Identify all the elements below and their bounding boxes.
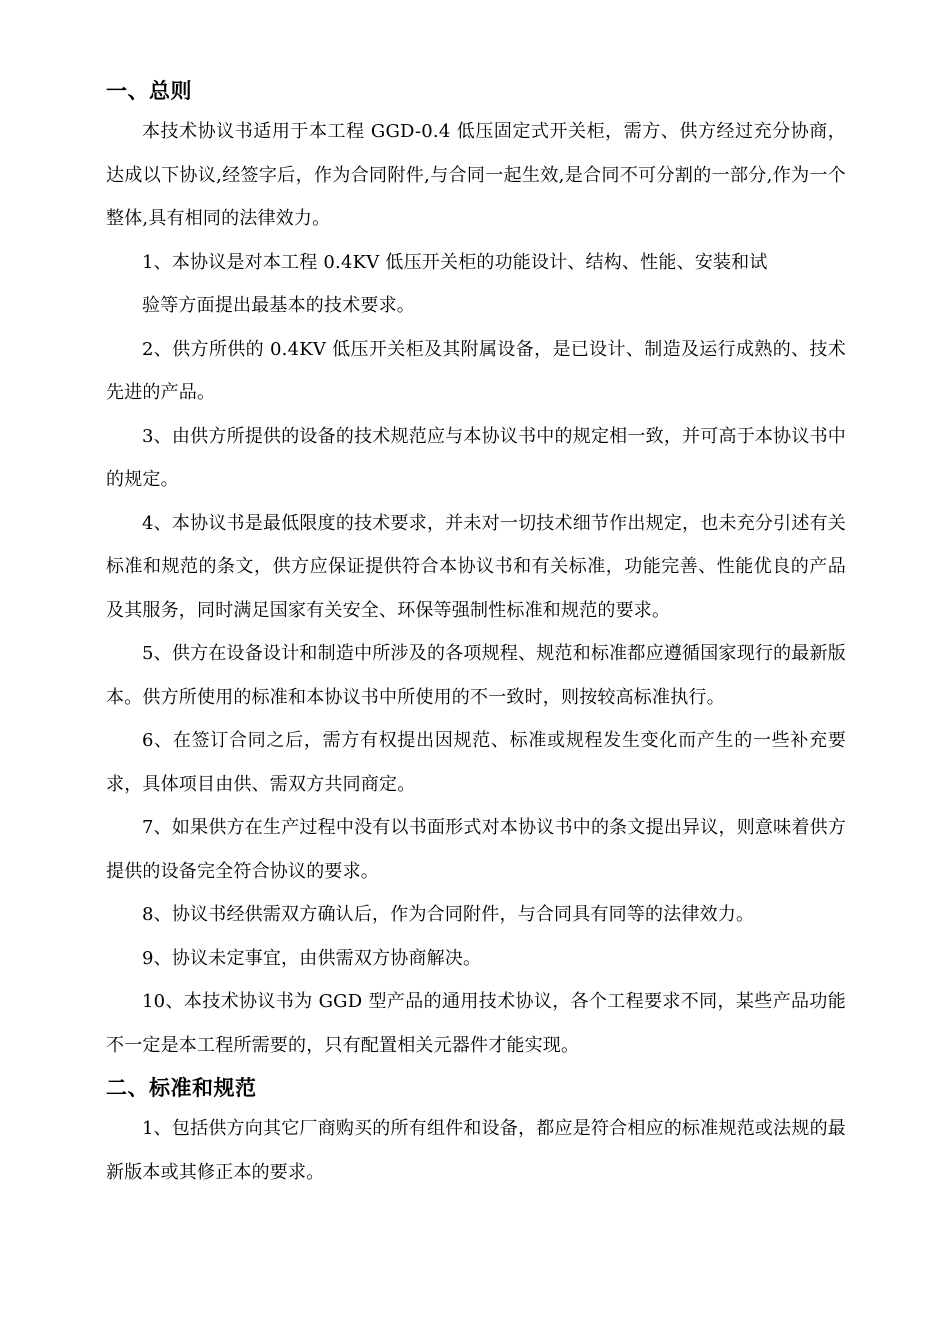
section-1-item-1-line-2: 验等方面提出最基本的技术要求。 — [142, 295, 415, 316]
section-1-heading: 一、总则 — [106, 79, 192, 103]
section-1-intro: 本技术协议书适用于本工程 GGD-0.4 低压固定式开关柜，需方、供方经过充分协商，达成以下协议,经签字后，作为合同附件,与合同一起生效,是合同不可分割的一部分,作为一个整体,具有相同的法律效力。 — [106, 121, 846, 229]
section-1-item-7: 7、如果供方在生产过程中没有以书面形式对本协议书中的条文提出异议，则意味着供方提供的设备完全符合协议的要求。 — [106, 817, 846, 882]
section-1-item-8: 8、协议书经供需双方确认后，作为合同附件，与合同具有同等的法律效力。 — [142, 904, 755, 925]
section-1-item-6: 6、在签订合同之后，需方有权提出因规范、标准或规程发生变化而产生的一些补充要求，具体项目由供、需双方共同商定。 — [106, 730, 846, 795]
section-1-item-5: 5、供方在设备设计和制造中所涉及的各项规程、规范和标准都应遵循国家现行的最新版本。供方所使用的标准和本协议书中所使用的不一致时，则按较高标准执行。 — [106, 643, 846, 708]
section-1-item-3: 3、由供方所提供的设备的技术规范应与本协议书中的规定相一致，并可高于本协议书中的规定。 — [106, 425, 846, 490]
section-1-item-1-line-1: 1、本协议是对本工程 0.4KV 低压开关柜的功能设计、结构、性能、安装和试 — [142, 251, 768, 273]
section-2-item-1: 1、包括供方向其它厂商购买的所有组件和设备，都应是符合相应的标准规范或法规的最新版本或其修正本的要求。 — [106, 1118, 846, 1183]
section-2-heading: 二、标准和规范 — [106, 1076, 257, 1100]
section-1-item-10: 10、本技术协议书为 GGD 型产品的通用技术协议，各个工程要求不同，某些产品功能不一定是本工程所需要的，只有配置相关元器件才能实现。 — [106, 991, 846, 1056]
section-1-item-9: 9、协议未定事宜，由供需双方协商解决。 — [142, 947, 482, 969]
section-1-item-4: 4、本协议书是最低限度的技术要求，并未对一切技术细节作出规定，也未充分引述有关标准和规范的条文，供方应保证提供符合本协议书和有关标准，功能完善、性能优良的产品及其服务，同时满足国家有关安全、环保等强制性标准和规范的要求。 — [106, 512, 846, 621]
section-1-item-2: 2、供方所供的 0.4KV 低压开关柜及其附属设备，是已设计、制造及运行成熟的、技术先进的产品。 — [106, 338, 846, 403]
